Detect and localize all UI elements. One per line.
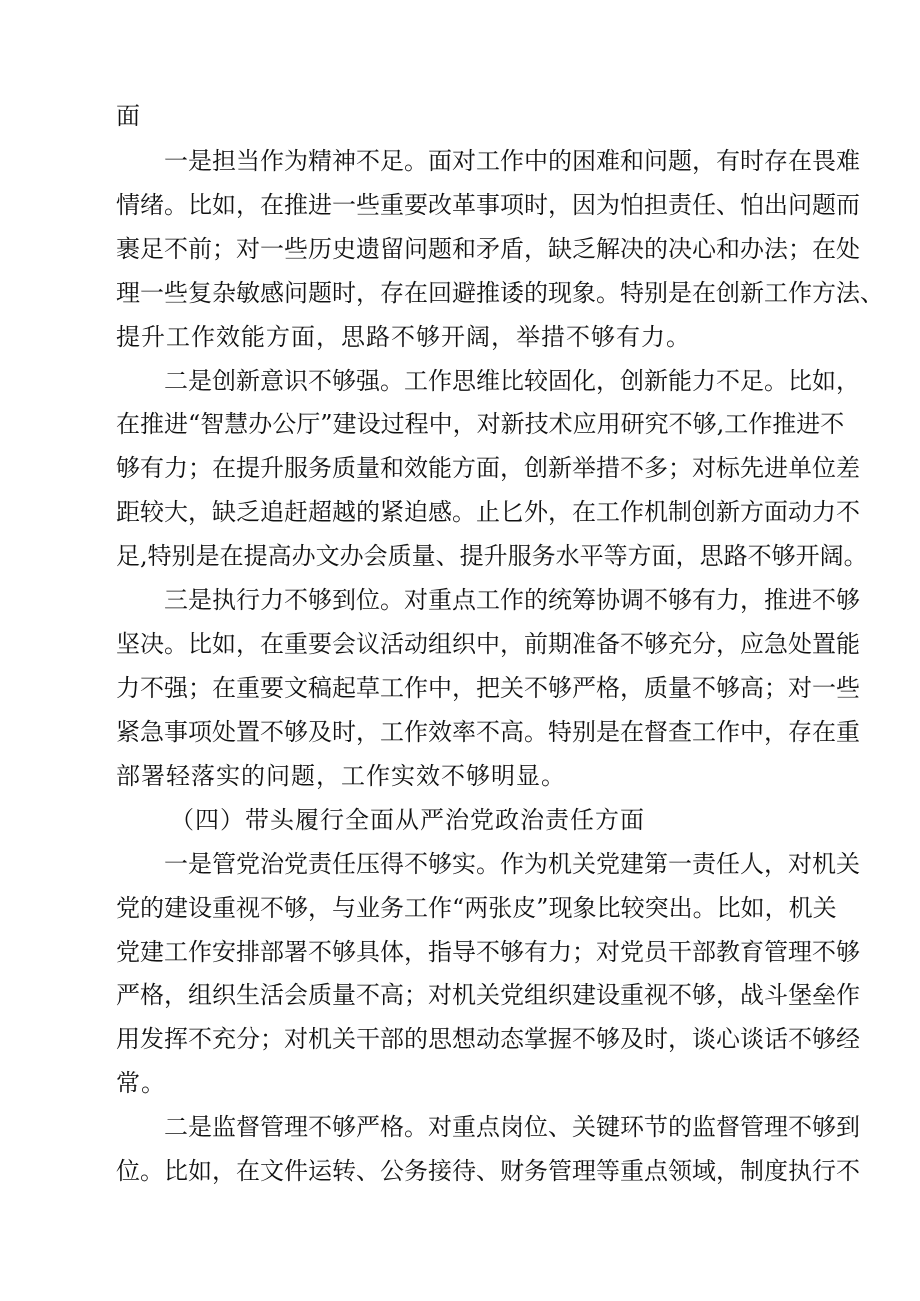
text-line: 党 的 建 设 重 视 不 够 ， 与 业 务 工 作 “ 两 张 皮 ” 现 象 比 较 突 出 。 比 如 ， 机 关 (116, 894, 837, 922)
text-line: 情 绪 。 比 如 ， 在 推 进 一 些 重 要 改 革 事 项 时 ， 因 为 怕 担 责 任 、 怕 出 问 题 而 (116, 191, 860, 219)
section-heading: （四）带头履行全面从严治党政治责任方面 (170, 806, 645, 834)
text-line: 提升工作效能方面，思路不够开阔，举措不够有力。 (116, 323, 691, 351)
text-line: 在 推 进 “ 智 慧 办 公 厅 ” 建 设 过 程 中 ， 对 新 技 术 应 用 研 究 不 够 , 工 作 推 进 不 (116, 410, 845, 438)
text-line: 部署轻落实的问题，工作实效不够明显。 (116, 762, 566, 790)
text-line: 理 一 些 复 杂 敏 感 问 题 时 ， 存 在 回 避 推 诿 的 现 象 。 特 别 是 在 创 新 工 作 方 法 、 (116, 279, 884, 307)
text-line: 用 发 挥 不 充 分 ； 对 机 关 干 部 的 思 想 动 态 掌 握 不 够 及 时 ， 谈 心 谈 话 不 够 经 (116, 1025, 860, 1053)
text-line: 裹 足 不 前 ； 对 一 些 历 史 遗 留 问 题 和 矛 盾 ， 缺 乏 解 决 的 决 心 和 办 法 ； 在 处 (116, 235, 860, 263)
text-line: 一 是 担 当 作 为 精 神 不 足 。 面 对 工 作 中 的 困 难 和 问 题 ， 有 时 存 在 畏 难 (164, 147, 860, 175)
text-line: 位 。 比 如 ， 在 文 件 运 转 、 公 务 接 待 、 财 务 管 理 等 重 点 领 域 ， 制 度 执 行 不 (116, 1157, 860, 1185)
text-line: 面 (116, 102, 141, 130)
text-line: 一 是 管 党 治 党 责 任 压 得 不 够 实 。 作 为 机 关 党 建 第 一 责 任 人 ， 对 机 关 (164, 850, 860, 878)
text-line: 紧 急 事 项 处 置 不 够 及 时 ， 工 作 效 率 不 高 。 特 别 是 在 督 查 工 作 中 ， 存 在 重 (116, 718, 860, 746)
text-line: 二 是 监 督 管 理 不 够 严 格 。 对 重 点 岗 位 、 关 键 环 节 的 监 督 管 理 不 够 到 (164, 1113, 860, 1141)
text-line: 力 不 强 ； 在 重 要 文 稿 起 草 工 作 中 ， 把 关 不 够 严 格 ， 质 量 不 够 高 ； 对 一 些 (116, 674, 860, 702)
text-line: 坚 决 。 比 如 ， 在 重 要 会 议 活 动 组 织 中 ， 前 期 准 备 不 够 充 分 ， 应 急 处 置 能 (116, 630, 860, 658)
text-line: 严 格 ， 组 织 生 活 会 质 量 不 高 ； 对 机 关 党 组 织 建 设 重 视 不 够 ， 战 斗 堡 垒 作 (116, 981, 860, 1009)
text-line: 够 有 力 ； 在 提 升 服 务 质 量 和 效 能 方 面 ， 创 新 举 措 不 多 ； 对 标 先 进 单 位 差 (116, 454, 860, 482)
text-line: 三 是 执 行 力 不 够 到 位 。 对 重 点 工 作 的 统 筹 协 调 不 够 有 力 ， 推 进 不 够 (164, 586, 860, 614)
text-line: 党 建 工 作 安 排 部 署 不 够 具 体 ， 指 导 不 够 有 力 ； 对 党 员 干 部 教 育 管 理 不 够 (116, 938, 860, 966)
text-line: 常。 (116, 1069, 166, 1097)
text-line: 足 , 特 别 是 在 提 高 办 文 办 会 质 量 、 提 升 服 务 水 平 等 方 面 ， 思 路 不 够 开 阔 。 (116, 542, 868, 570)
text-line: 二 是 创 新 意 识 不 够 强 。 工 作 思 维 比 较 固 化 ， 创 新 能 力 不 足 。 比 如 ， (164, 367, 860, 395)
text-line: 距 较 大 ， 缺 乏 追 赶 超 越 的 紧 迫 感 。 止 匕 外 ， 在 工 作 机 制 创 新 方 面 动 力 不 (116, 498, 860, 526)
